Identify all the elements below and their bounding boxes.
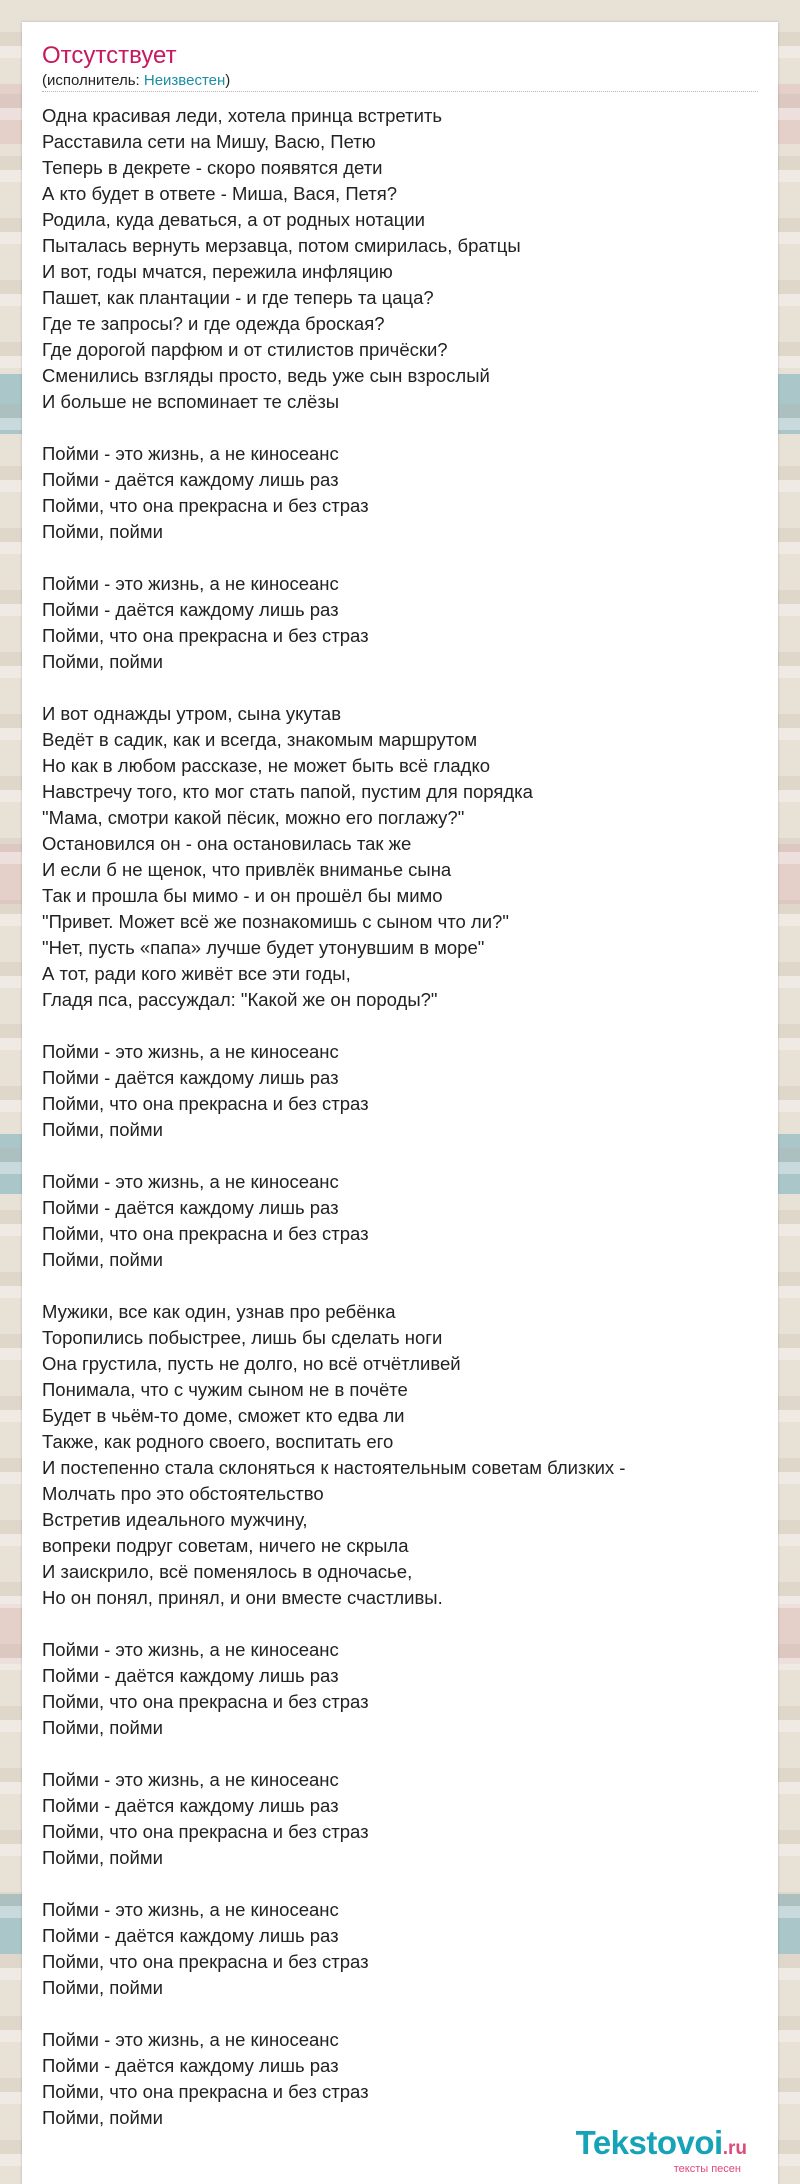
artist-prefix: (исполнитель: [42,72,144,89]
artist-link[interactable]: Неизвестен [143,72,226,89]
artist-line [42,72,230,90]
logo-tagline: тексты песен [673,2163,741,2175]
lyrics-card [22,22,778,2184]
logo-tld: .ru [722,2138,747,2159]
lyrics-text: Одна красивая леди, хотела принца встретить Расставила сети на Мишу, Васю, Петю Теперь в декрете - скоро появятся дети А кто будет в ответе - Миша, Вася, Петя? Родила, куда деваться, а от родных нотации Пыталась вернуть мерзавца, потом смирилась, братцы И вот, годы мчатся, пережила инфляцию Пашет, как плантации - и где теперь та цаца? Где те запросы? и где одежда броская? Где дорогой парфюм и от стилистов причёски? Сменились взгляды просто, ведь уже сын взрослый И больше не вспоминает те слёзы Пойми - это жизнь, а не киносеанс Пойми - даётся каждому лишь раз Пойми, что она прекрасна и без страз Пойми, пойми Пойми - это жизнь, а не киносеанс Пойми - даётся каждому лишь раз Пойми, что она прекрасна и без страз Пойми, пойми И вот однажды утром, сына укутав Ведёт в садик, как и всегда, знакомым маршрутом Но как в любом рассказе, не может быть всё гладко Навстречу того, кто мог стать папой, пустим для порядка "Мама, смотри какой пёсик, можно его поглажу?" Остановился он - она остановилась так же И если б не щенок, что привлёк вниманье сына Так и прошла бы мимо - и он прошёл бы мимо "Привет. Может всё же познакомишь с сыном что ли?" "Нет, пусть «папа» лучше будет утонувшим в море" А тот, ради кого живёт все эти годы, Гладя пса, рассуждал: "Какой же он породы?" Пойми - это жизнь, а не киносеанс Пойми - даётся каждому лишь раз Пойми, что она прекрасна и без страз Пойми, пойми Пойми - это жизнь, а не киносеанс Пойми - даётся каждому лишь раз Пойми, что она прекрасна и без страз Пойми, пойми Мужики, все как один, узнав про ребёнка Торопились побыстрее, лишь бы сделать ноги Она грустила, пусть не долго, но всё отчётливей Понимала, что с чужим сыном не в почёте Будет в чьём-то доме, сможет кто едва ли Также, как родного своего, воспитать его И постепенно стала склоняться к настоятельным советам близких - Молчать про это обстоятельство Встретив идеального мужчину, вопреки подруг советам, ничего не скрыла И заискрило, всё поменялось в одночасье, Но он понял, принял, и они вместе счастливы. Пойми - это жизнь, а не киносеанс Пойми - даётся каждому лишь раз Пойми, что она прекрасна и без страз Пойми, пойми Пойми - это жизнь, а не киносеанс Пойми - даётся каждому лишь раз Пойми, что она прекрасна и без страз Пойми, пойми Пойми - это жизнь, а не киносеанс Пойми - даётся каждому лишь раз Пойми, что она прекрасна и без страз Пойми, пойми Пойми - это жизнь, а не киносеанс Пойми - даётся каждому лишь раз Пойми, что она прекрасна и без страз Пойми, пойми [42,105,626,2128]
divider [42,91,758,92]
song-title: Отсутствует [42,42,177,69]
artist-suffix: ) [225,72,231,89]
logo-name: Tekstovoi [575,2124,723,2161]
logo-wordmark [576,2126,747,2166]
site-logo[interactable] [576,2126,747,2175]
